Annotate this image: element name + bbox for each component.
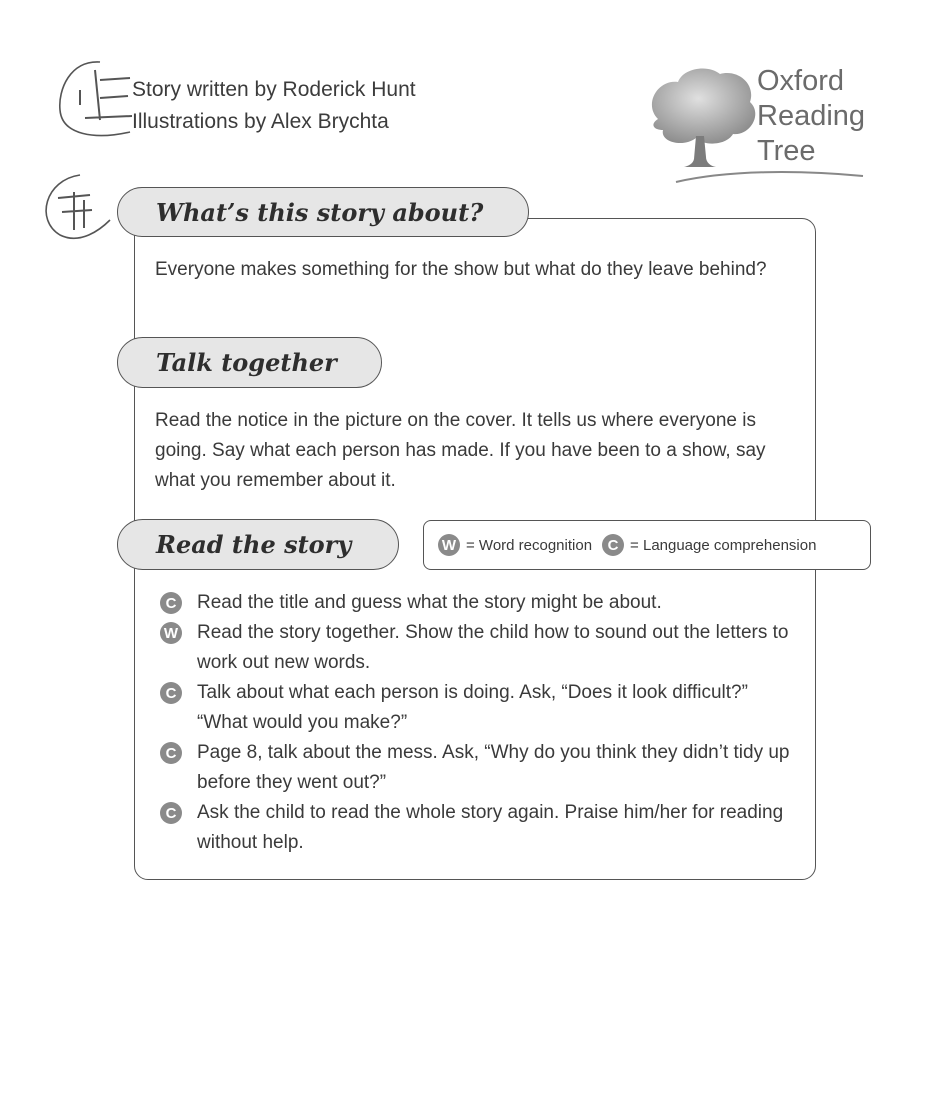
step-badge-icon: C [160,742,182,764]
step-badge-icon: C [160,592,182,614]
list-item [160,618,800,678]
step-text: Read the story together. Show the child how to sound out the letters to work out new words. [197,622,789,673]
word-recognition-label: = Word recognition [466,536,593,554]
reading-steps [160,588,800,858]
section-heading-read: Read the story [117,519,399,570]
logo-wordmark [757,64,865,169]
step-badge-icon: C [160,802,182,824]
section-heading-about: What’s this story about? [117,187,529,237]
logo-line-oxford: Oxford [757,65,845,97]
illustrator-credit: Illustrations by Alex Brychta [132,110,389,133]
credits [132,74,416,138]
logo-line-reading: Reading [757,100,866,132]
step-text: Ask the child to read the whole story again. Praise him/her for reading without help. [197,802,784,853]
step-text: Talk about what each person is doing. Ask, “Does it look difficult?” “What would you make?” [197,682,748,733]
step-text: Read the title and guess what the story might be about. [197,592,662,613]
language-comprehension-label: = Language comprehension [630,536,817,554]
list-item [160,798,800,858]
badge-key [423,520,871,570]
logo-line-tree: Tree [757,135,816,167]
talk-text: Read the notice in the picture on the cover. It tells us where everyone is going. Say what each person has made. If you have been to a show, say what you remember about it. [155,410,766,491]
list-item [160,678,800,738]
language-comprehension-badge-icon: C [602,534,624,556]
word-recognition-badge-icon: W [438,534,460,556]
author-credit: Story written by Roderick Hunt [132,78,416,101]
list-item [160,738,800,798]
step-text: Page 8, talk about the mess. Ask, “Why do you think they didn’t tidy up before they went out?” [197,742,790,793]
about-text: Everyone makes something for the show but what do they leave behind? [155,259,767,280]
section-heading-talk: Talk together [117,337,382,388]
step-badge-icon: W [160,622,182,644]
step-badge-icon: C [160,682,182,704]
list-item [160,588,800,618]
